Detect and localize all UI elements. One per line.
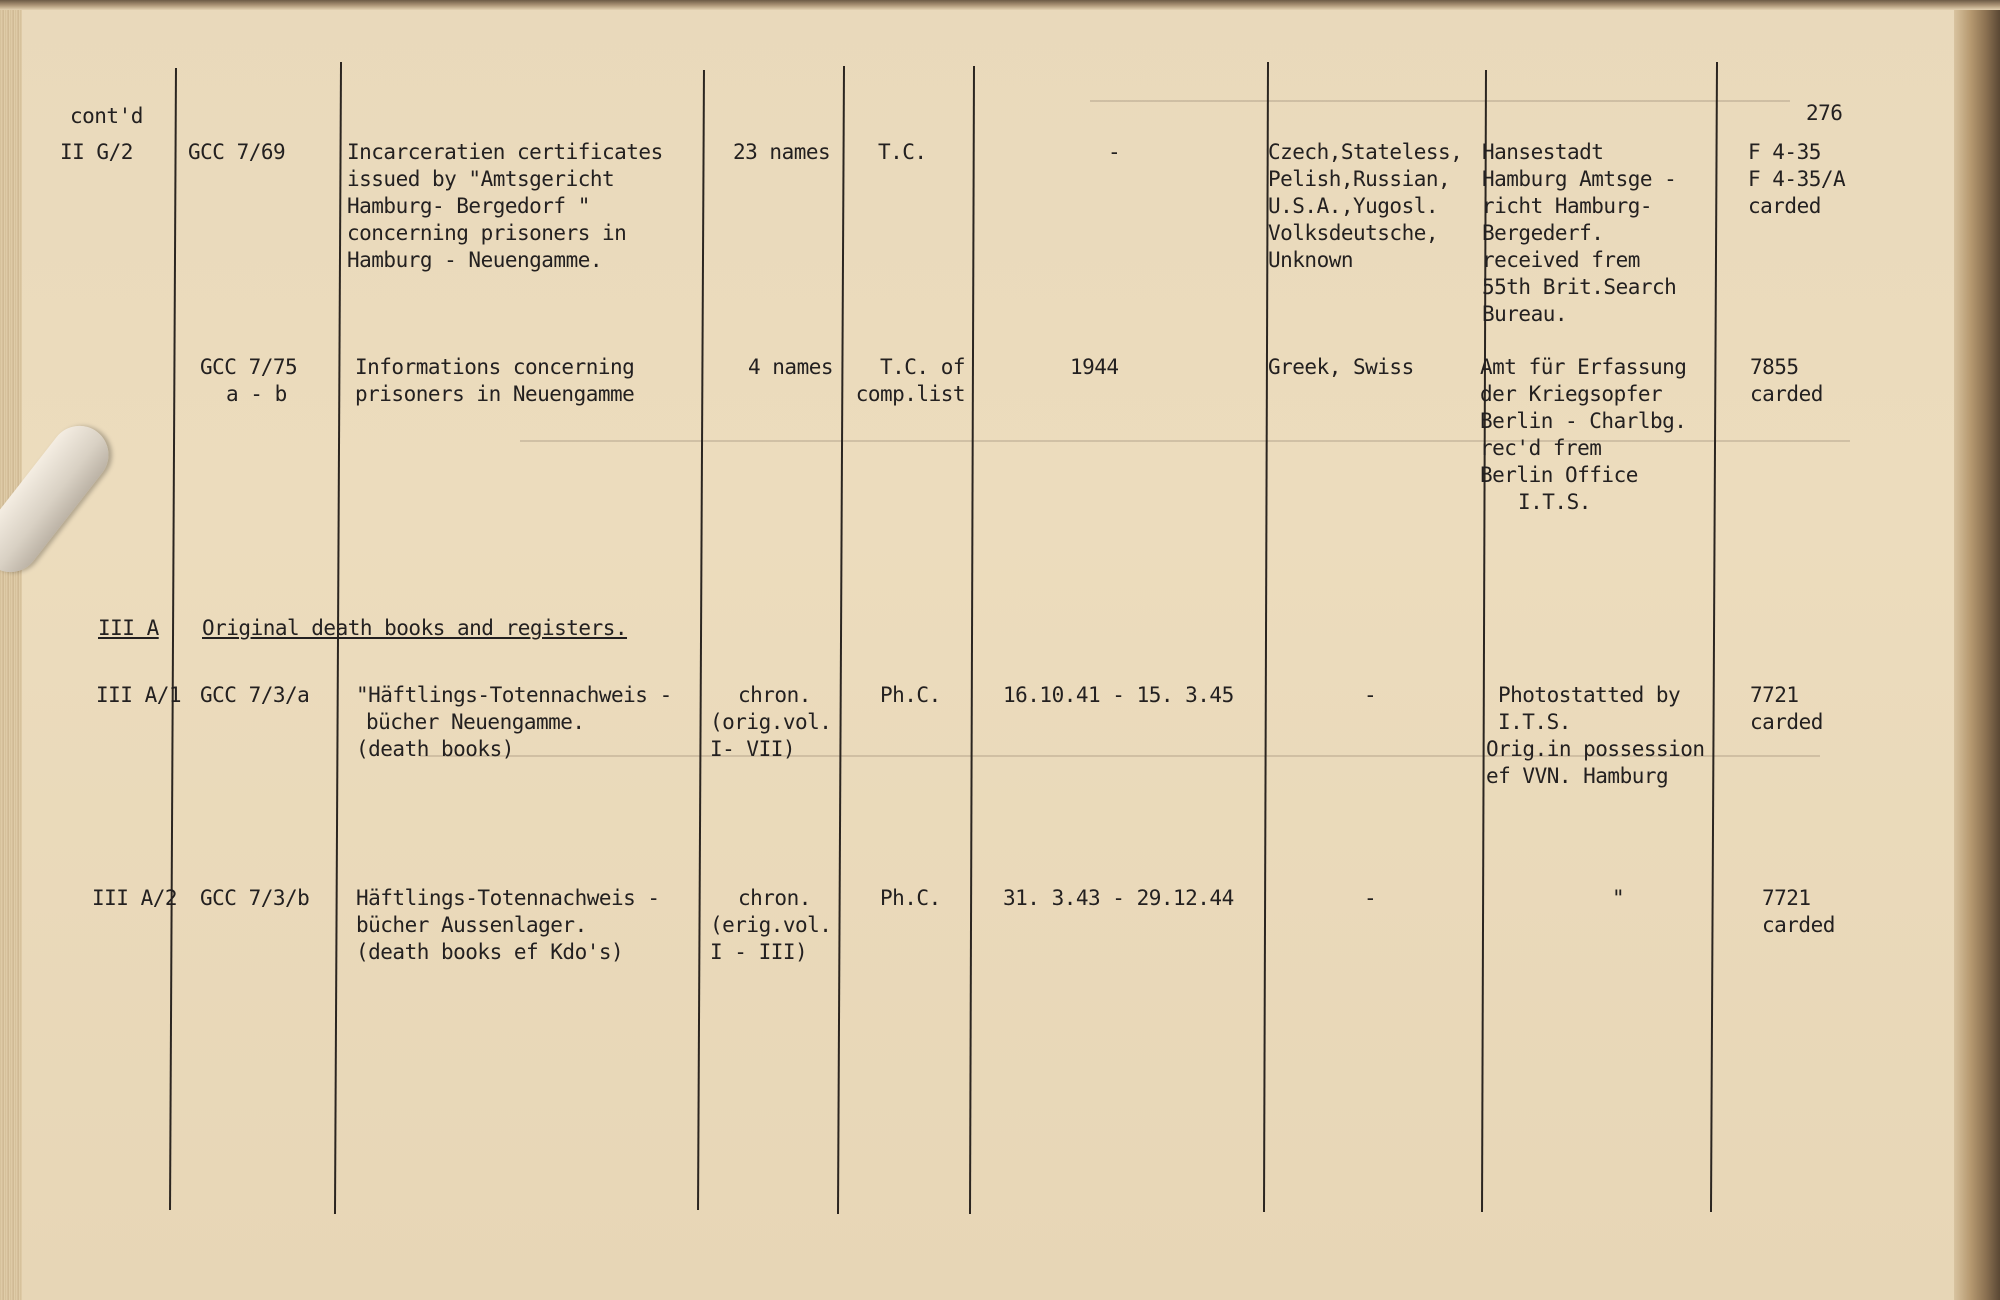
text-line: Amt für Erfassung [1480,355,1687,379]
column-rule-3 [697,70,705,1210]
page-top-edge [0,0,2000,10]
row-source: " [1612,886,1625,910]
text-line: ef VVN. Hamburg [1486,764,1669,788]
text-line: Incarceratien certificates [347,140,663,164]
row-dates: 1944 [1070,355,1119,379]
row-reference [1750,682,1823,736]
row-nationality: Greek, Swiss [1268,355,1414,379]
text-line: Häftlings-Totennachweis - [356,886,660,910]
column-rule-1 [169,68,177,1210]
row-type: T.C. [878,140,927,164]
text-line: 7721 [1762,886,1811,910]
text-line: 7721 [1750,683,1799,707]
row-dates: 31. 3.43 - 29.12.44 [1003,886,1234,910]
text-line: carded [1750,710,1823,734]
row-quantity [710,885,831,966]
text-line: chron. [738,683,811,707]
row-source [1480,354,1686,516]
column-rule-8 [1710,62,1718,1212]
row-nationality [1268,139,1462,274]
row-nationality: - [1364,886,1377,910]
text-line: F 4-35/A [1748,167,1846,191]
gcc-number: GCC 7/69 [188,140,286,164]
text-line: Czech,Stateless, [1268,140,1463,164]
text-line: issued by "Amtsgericht [347,167,615,191]
text-line: bücher Aussenlager. [356,913,587,937]
text-line: carded [1748,194,1821,218]
row-quantity [710,682,831,763]
text-line: I- VII) [710,737,796,761]
row-id: III A/1 [96,683,182,707]
text-line: Bergederf. [1482,221,1604,245]
text-line: Volksdeutsche, [1268,221,1439,245]
text-line: rec'd frem [1480,436,1602,460]
column-rule-5 [969,66,975,1214]
row-gcc [188,139,285,166]
section-title: Original death books and registers. [202,616,628,640]
text-line: Hamburg- Bergedorf " [347,194,590,218]
text-line: 7855 [1750,355,1799,379]
text-line: Informations concerning [355,355,635,379]
row-reference [1762,885,1835,939]
text-line: I.T.S. [1498,710,1571,734]
page-right-edge [1954,0,2000,1300]
text-line: (death books ef Kdo's) [356,940,624,964]
row-gcc [200,354,297,408]
row-description [356,885,660,966]
row-source [1482,139,1676,328]
text-line: a - b [226,382,287,406]
text-line: (death books) [356,737,514,761]
text-line: chron. [738,886,811,910]
contd-label: cont'd [70,104,143,128]
row-type: Ph.C. [880,886,941,910]
text-line: Photostatted by [1498,683,1681,707]
row-description [347,139,663,274]
text-line: received frem [1482,248,1640,272]
row-dates: - [1108,140,1121,164]
text-line: Hamburg - Neuengamme. [347,248,603,272]
text-line: I - III) [710,940,808,964]
text-line: richt Hamburg- [1482,194,1653,218]
row-description [356,682,672,763]
text-line: bücher Neuengamme. [366,710,585,734]
row-quantity: 4 names [748,355,834,379]
text-line: "Häftlings-Totennachweis - [356,683,672,707]
text-line: der Kriegsopfer [1480,382,1663,406]
text-line: F 4-35 [1748,140,1821,164]
row-type [842,354,965,408]
row-nationality: - [1364,683,1377,707]
row-dates: 16.10.41 - 15. 3.45 [1003,683,1234,707]
text-line: carded [1762,913,1835,937]
text-line: concerning prisoners in [347,221,627,245]
text-line: Pelish,Russian, [1268,167,1451,191]
text-line: Orig.in possession [1486,737,1705,761]
row-gcc: GCC 7/3/b [200,886,310,910]
row-id: III A/2 [92,886,178,910]
row-source [1486,682,1705,790]
text-line: I.T.S. [1518,490,1591,514]
row-type: Ph.C. [880,683,941,707]
text-line: T.C. of [880,355,966,379]
row-reference [1748,139,1845,220]
column-rule-4 [837,66,845,1214]
text-line: carded [1750,382,1823,406]
text-line: Berlin - Charlbg. [1480,409,1687,433]
row-id: II G/2 [60,140,133,164]
row-reference [1750,354,1823,408]
text-line: (erig.vol. [710,913,832,937]
text-line: Hansestadt [1482,140,1604,164]
text-line: GCC 7/75 [200,355,298,379]
text-line: U.S.A.,Yugosl. [1268,194,1439,218]
text-line: prisoners in Neuengamme [355,382,635,406]
row-gcc: GCC 7/3/a [200,683,310,707]
text-line: 55th Brit.Search [1482,275,1677,299]
binding-edge [0,0,22,1300]
section-code: III A [98,616,159,640]
text-line: comp.list [855,382,966,406]
text-line: Unknown [1268,248,1354,272]
text-line: Hamburg Amtsge - [1482,167,1677,191]
row-description [355,354,634,408]
text-line: (orig.vol. [710,710,832,734]
text-line: Bureau. [1482,302,1568,326]
text-line: Berlin Office [1480,463,1638,487]
page-number: 276 [1806,101,1843,125]
row-quantity: 23 names [733,140,831,164]
